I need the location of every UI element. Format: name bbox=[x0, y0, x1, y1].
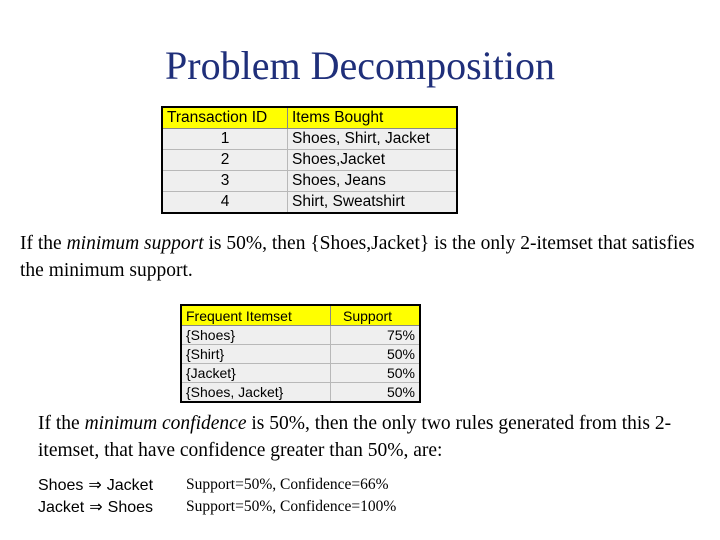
support-cell: 50% bbox=[331, 345, 421, 364]
confidence-text-prefix: If the bbox=[38, 413, 85, 434]
support-paragraph bbox=[20, 230, 710, 284]
support-cell: 50% bbox=[331, 383, 421, 403]
confidence-emphasis: minimum confidence bbox=[84, 413, 247, 434]
items-bought-cell: Shoes, Shirt, Jacket bbox=[288, 129, 458, 150]
items-bought-cell: Shoes, Jeans bbox=[288, 171, 458, 192]
table-row bbox=[162, 129, 457, 150]
rule-consequent: Jacket bbox=[106, 477, 154, 494]
itemset-cell: {Shoes, Jacket} bbox=[181, 383, 331, 403]
table-row bbox=[162, 192, 457, 214]
table-header-row bbox=[162, 107, 457, 129]
header-support: Support bbox=[331, 305, 421, 326]
itemset-cell: {Shoes} bbox=[181, 326, 331, 345]
transactions-table bbox=[161, 106, 458, 214]
table-row bbox=[181, 345, 420, 364]
table-row bbox=[162, 150, 457, 171]
slide-title: Problem Decomposition bbox=[165, 43, 555, 88]
itemset-cell: {Shirt} bbox=[181, 345, 331, 364]
support-cell: 75% bbox=[331, 326, 421, 345]
rule-stats: Support=50%, Confidence=66% bbox=[186, 476, 389, 493]
rule-jacket-shoes bbox=[38, 496, 397, 518]
implies-arrow-icon: ⇒ bbox=[89, 497, 103, 516]
implies-arrow-icon: ⇒ bbox=[88, 475, 102, 494]
items-bought-cell: Shoes,Jacket bbox=[288, 150, 458, 171]
transaction-id-cell: 3 bbox=[162, 171, 288, 192]
support-text-prefix: If the bbox=[20, 233, 67, 254]
rule-consequent: Shoes bbox=[107, 499, 154, 516]
frequent-itemsets-table bbox=[180, 304, 421, 403]
rule-antecedent: Shoes bbox=[38, 477, 84, 494]
support-cell: 50% bbox=[331, 364, 421, 383]
header-frequent-itemset: Frequent Itemset bbox=[181, 305, 331, 326]
table-row bbox=[181, 383, 420, 403]
transaction-id-cell: 4 bbox=[162, 192, 288, 214]
header-transaction-id: Transaction ID bbox=[162, 107, 288, 129]
table-row bbox=[181, 326, 420, 345]
rule-stats: Support=50%, Confidence=100% bbox=[186, 498, 397, 515]
itemset-cell: {Jacket} bbox=[181, 364, 331, 383]
rule-antecedent: Jacket bbox=[38, 499, 85, 516]
transaction-id-cell: 1 bbox=[162, 129, 288, 150]
confidence-text-suffix: is 50%, then the only two rules generated from this 2-itemset, that have confidence greater than 50%, are: bbox=[38, 413, 672, 461]
header-items-bought: Items Bought bbox=[288, 107, 458, 129]
items-bought-cell: Shirt, Sweatshirt bbox=[288, 192, 458, 214]
confidence-paragraph bbox=[38, 410, 718, 464]
support-text-suffix: is 50%, then {Shoes,Jacket} is the only 2-itemset that satisfies the minimum support. bbox=[20, 233, 695, 281]
rule-shoes-jacket bbox=[38, 474, 389, 496]
transaction-id-cell: 2 bbox=[162, 150, 288, 171]
table-row bbox=[162, 171, 457, 192]
table-header-row bbox=[181, 305, 420, 326]
table-row bbox=[181, 364, 420, 383]
support-emphasis: minimum support bbox=[66, 233, 204, 254]
